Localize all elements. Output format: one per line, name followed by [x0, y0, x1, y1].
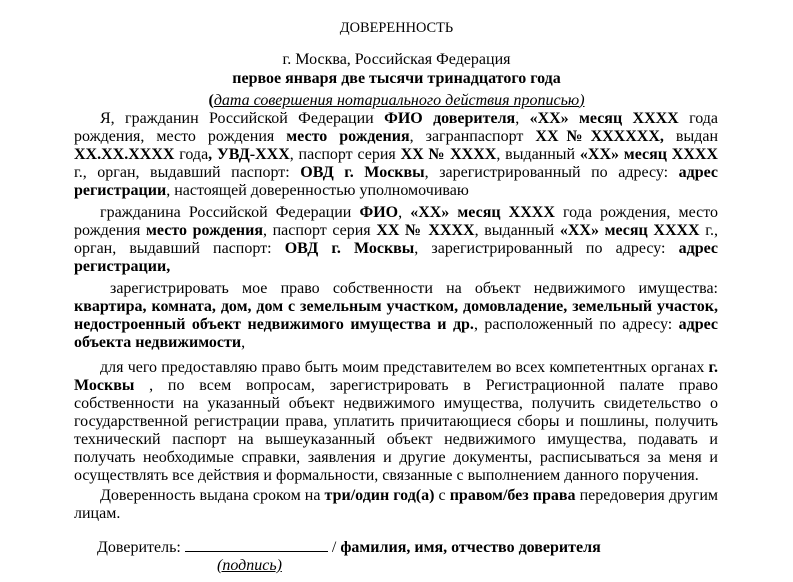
- text: года рождения, место рождения: [74, 110, 719, 145]
- paragraph-term: [74, 487, 718, 523]
- signature-separator: /: [331, 539, 337, 556]
- text: Я, гражданин Российской Федерации: [100, 110, 385, 127]
- principal-address: адрес регистрации: [74, 164, 719, 199]
- text: гражданина Российской Федерации: [100, 204, 360, 221]
- passport-issuer: , УВД-XXX: [208, 146, 290, 163]
- text: , паспорт серия: [289, 146, 401, 163]
- passport-authority: ОВД г. Москвы: [300, 164, 425, 181]
- text: г., орган, выдавший паспорт:: [74, 222, 719, 257]
- text: , зарегистрированный по адресу:: [414, 240, 679, 257]
- text: , настоящей доверенностью уполномочиваю: [166, 182, 469, 199]
- passport-issue-date: XX.XX.XXXX: [74, 146, 175, 163]
- paragraph-agent: [74, 204, 718, 276]
- text: передоверия другим лицам.: [74, 487, 719, 522]
- paragraph-object: [74, 280, 718, 352]
- agent-passport-date: «XX» месяц XXXX: [559, 222, 700, 239]
- signature-row: [97, 538, 601, 557]
- text: года: [174, 146, 209, 163]
- document-city: г. Москва, Российская Федерация: [282, 51, 511, 68]
- signature-name: фамилия, имя, отчество доверителя: [340, 539, 601, 556]
- text: зарегистрировать мое право собственности на объект недвижимого имущества:: [110, 280, 718, 297]
- property-type: квартира, комната, дом, дом с земельным участком, домовладение, земельный участок, недостроенный объект недвижимого имущества и др.: [74, 298, 718, 333]
- principal-passport: XX№XXXXXX,: [535, 128, 664, 145]
- passport-date: «XX» месяц XXXX: [579, 146, 718, 163]
- text: выдан: [663, 128, 719, 145]
- passport-series: XX № XXXX: [400, 146, 497, 163]
- principal-name: ФИО доверителя: [384, 110, 516, 127]
- text: , загранпаспорт: [409, 128, 536, 145]
- signature-label: Доверитель:: [97, 539, 181, 556]
- text: г., орган, выдавший паспорт:: [74, 164, 301, 181]
- signature-line: [185, 538, 328, 552]
- term-duration: три/один год(а): [324, 487, 435, 504]
- property-address: адрес объекта недвижимости: [74, 316, 718, 351]
- text: года рождения, место рождения: [74, 204, 718, 239]
- principal-birthdate: «XX» месяц XXXX: [529, 110, 679, 127]
- signature-note: (подпись): [217, 557, 282, 574]
- date-note-text: дата совершения нотариального действия прописью: [213, 92, 580, 109]
- document-date-note: (дата совершения нотариального действия прописью): [208, 92, 585, 109]
- authority-city: г. Москвы: [74, 359, 718, 394]
- text: ,: [241, 334, 246, 351]
- text: , расположенный по адресу:: [473, 316, 679, 333]
- text: , паспорт серия: [262, 222, 377, 239]
- text: с: [434, 487, 450, 504]
- document-title: ДОВЕРЕННОСТЬ: [339, 20, 454, 36]
- agent-passport-authority: ОВД г. Москвы: [284, 240, 415, 257]
- agent-name: ФИО: [359, 204, 399, 221]
- text: Доверенность выдана сроком на: [100, 487, 325, 504]
- text: , выданный: [496, 146, 580, 163]
- redelegation-right: правом/без права: [449, 487, 576, 504]
- text: , выданный: [474, 222, 560, 239]
- agent-passport-series: XX № XXXX: [376, 222, 475, 239]
- paragraph-powers: [74, 359, 718, 485]
- agent-birthplace: место рождения: [146, 222, 263, 239]
- agent-birthdate: «XX» месяц XXXX: [410, 204, 555, 221]
- text: для чего предоставляю право быть моим представителем во всех компетентных органах: [100, 359, 709, 376]
- document-date: первое января две тысячи тринадцатого года: [232, 70, 561, 87]
- paragraph-principal: [74, 110, 718, 200]
- text: ,: [398, 204, 411, 221]
- text: ,: [515, 110, 530, 127]
- agent-address: адрес регистрации,: [74, 240, 719, 275]
- text: , зарегистрированный по адресу:: [424, 164, 679, 181]
- text: , по всем вопросам, зарегистрировать в Регистрационной палате право собственности на указанный объект недвижимого имущества, получить свидетельство о государственной регистрации права, уплатить причитающиеся сборы и пошлины, получить технический паспорт на вышеуказанный объект недвижимого имущества, подавать и получать необходимые справки, заявления и другие документы, расписываться за меня и осуществлять все действия и формальности, связанные с выполнением данного поручения.: [74, 377, 718, 484]
- principal-birthplace: место рождения: [286, 128, 410, 145]
